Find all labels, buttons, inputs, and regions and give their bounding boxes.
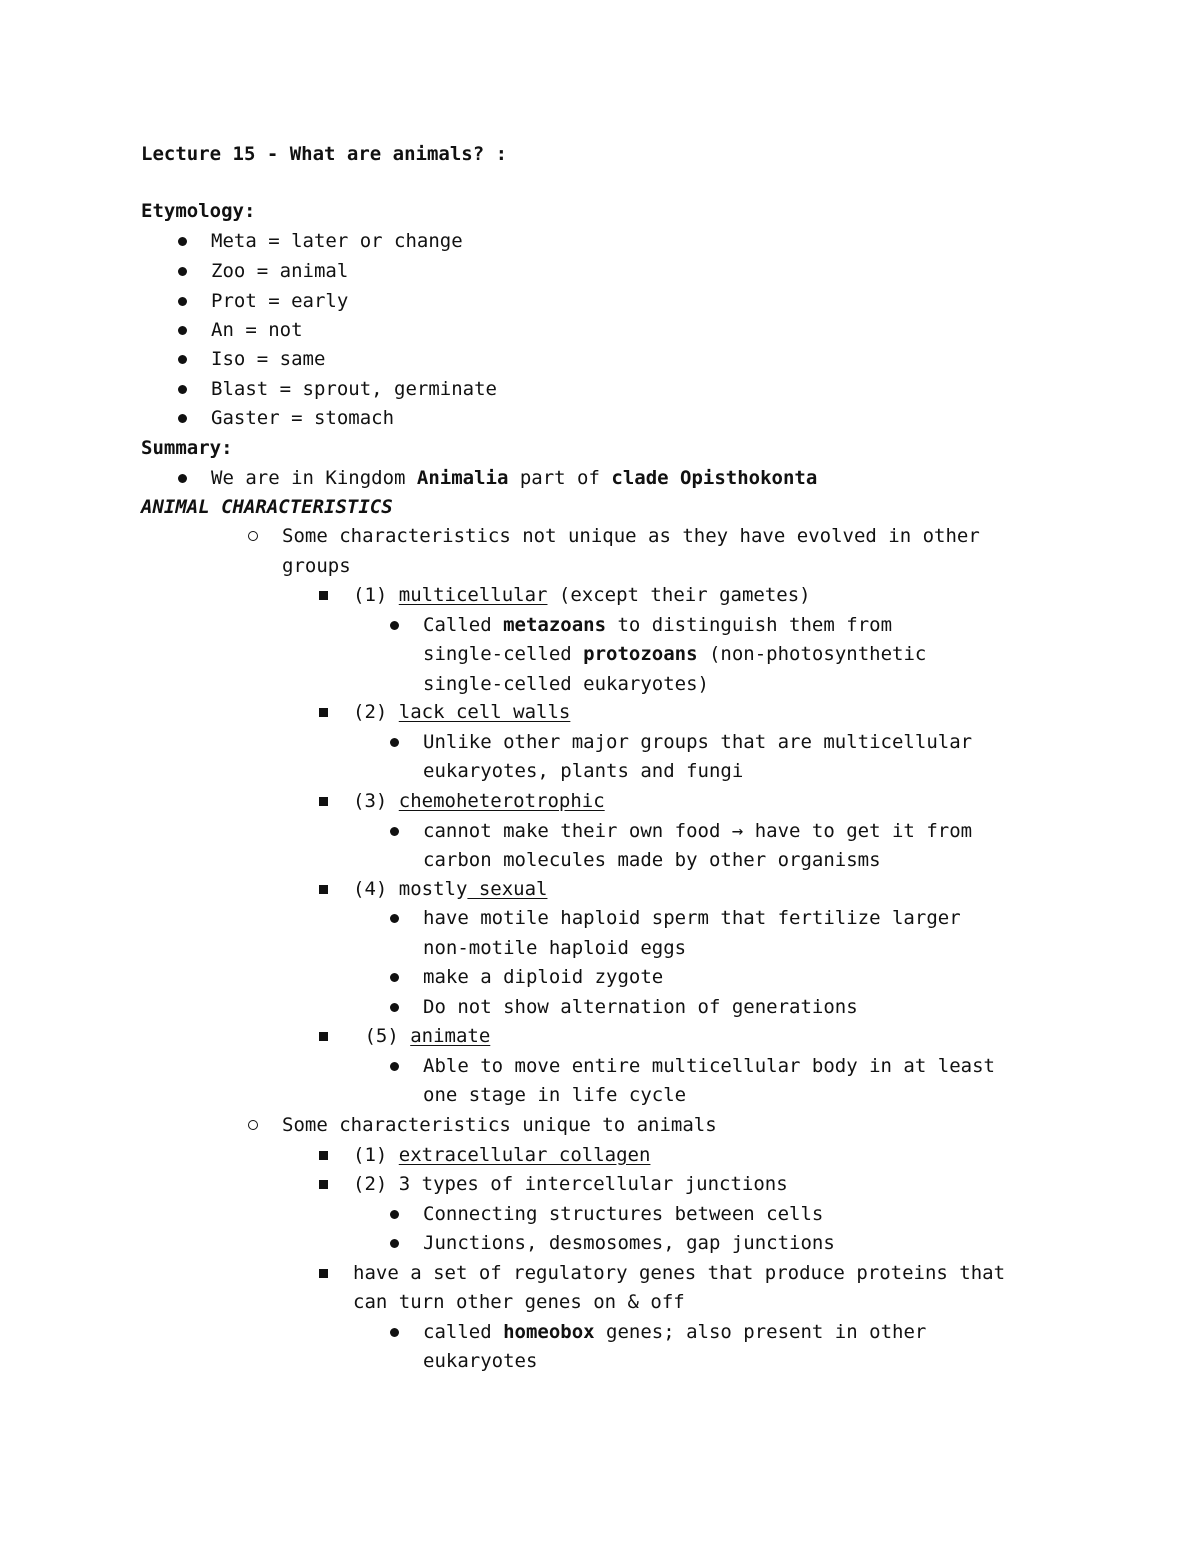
list-item: Unlike other major groups that are multicellular	[390, 731, 972, 753]
bullet-icon	[390, 1328, 399, 1337]
list-item: (2) 3 types of intercellular junctions	[319, 1173, 788, 1195]
list-item: Called metazoans to distinguish them from	[390, 614, 892, 636]
list-item-continuation: single-celled eukaryotes)	[423, 673, 709, 695]
section-heading: ANIMAL CHARACTERISTICS	[141, 496, 393, 518]
bullet-icon	[390, 1210, 399, 1219]
bullet-icon	[178, 297, 187, 306]
list-item: (1) multicellular (except their gametes)	[319, 584, 811, 606]
list-item: (3) chemoheterotrophic	[319, 790, 605, 812]
list-item: Prot = early	[178, 290, 348, 312]
bullet-icon	[390, 1239, 399, 1248]
list-item: Blast = sprout, germinate	[178, 378, 497, 400]
bullet-icon	[178, 414, 187, 423]
list-item-continuation: single-celled protozoans (non-photosynthetic	[423, 643, 927, 665]
list-item: We are in Kingdom Animalia part of clade Opisthokonta	[178, 467, 817, 489]
bullet-icon	[178, 355, 187, 364]
list-item: make a diploid zygote	[390, 966, 663, 988]
bullet-icon	[390, 621, 399, 630]
bullet-icon	[390, 914, 399, 923]
hollow-bullet-icon	[248, 1120, 258, 1130]
bullet-icon	[178, 267, 187, 276]
list-item: cannot make their own food → have to get it from	[390, 820, 972, 842]
list-item: An = not	[178, 319, 303, 341]
bullet-icon	[390, 973, 399, 982]
list-item: (4) mostly sexual	[319, 878, 547, 900]
list-item: called homeobox genes; also present in other	[390, 1321, 926, 1343]
list-item: Do not show alternation of generations	[390, 996, 858, 1018]
list-item-continuation: one stage in life cycle	[423, 1084, 687, 1106]
page-title: Lecture 15 - What are animals? :	[141, 143, 508, 165]
list-item-continuation: groups	[282, 555, 351, 577]
list-item: Meta = later or change	[178, 230, 463, 252]
list-item: Zoo = animal	[178, 260, 348, 282]
list-item: Connecting structures between cells	[390, 1203, 823, 1225]
list-item-continuation: non-motile haploid eggs	[423, 937, 687, 959]
list-item: Some characteristics unique to animals	[248, 1114, 717, 1136]
list-item-continuation: eukaryotes, plants and fungi	[423, 760, 744, 782]
list-item: Some characteristics not unique as they have evolved in other	[248, 525, 980, 547]
bullet-icon	[178, 474, 187, 483]
list-item: Junctions, desmosomes, gap junctions	[390, 1232, 835, 1254]
square-bullet-icon	[319, 1180, 328, 1189]
bullet-icon	[390, 738, 399, 747]
square-bullet-icon	[319, 591, 328, 600]
list-item-continuation: eukaryotes	[423, 1350, 538, 1372]
list-item: Iso = same	[178, 348, 325, 370]
list-item: have motile haploid sperm that fertilize larger	[390, 907, 961, 929]
list-item: Able to move entire multicellular body in at least	[390, 1055, 995, 1077]
etymology-heading: Etymology:	[141, 200, 256, 222]
square-bullet-icon	[319, 1151, 328, 1160]
bullet-icon	[390, 827, 399, 836]
bullet-icon	[178, 385, 187, 394]
square-bullet-icon	[319, 797, 328, 806]
summary-heading: Summary:	[141, 437, 233, 459]
bullet-icon	[178, 326, 187, 335]
square-bullet-icon	[319, 708, 328, 717]
list-item: Gaster = stomach	[178, 407, 394, 429]
list-item: (5) animate	[319, 1025, 490, 1047]
hollow-bullet-icon	[248, 531, 258, 541]
list-item: have a set of regulatory genes that produce proteins that	[319, 1262, 1005, 1284]
list-item-continuation: carbon molecules made by other organisms	[423, 849, 881, 871]
bullet-icon	[178, 237, 187, 246]
list-item-continuation: can turn other genes on & off	[353, 1291, 685, 1313]
square-bullet-icon	[319, 1032, 328, 1041]
bullet-icon	[390, 1003, 399, 1012]
square-bullet-icon	[319, 1269, 328, 1278]
list-item: (2) lack cell walls	[319, 701, 570, 723]
bullet-icon	[390, 1062, 399, 1071]
list-item: (1) extracellular collagen	[319, 1144, 650, 1166]
square-bullet-icon	[319, 885, 328, 894]
